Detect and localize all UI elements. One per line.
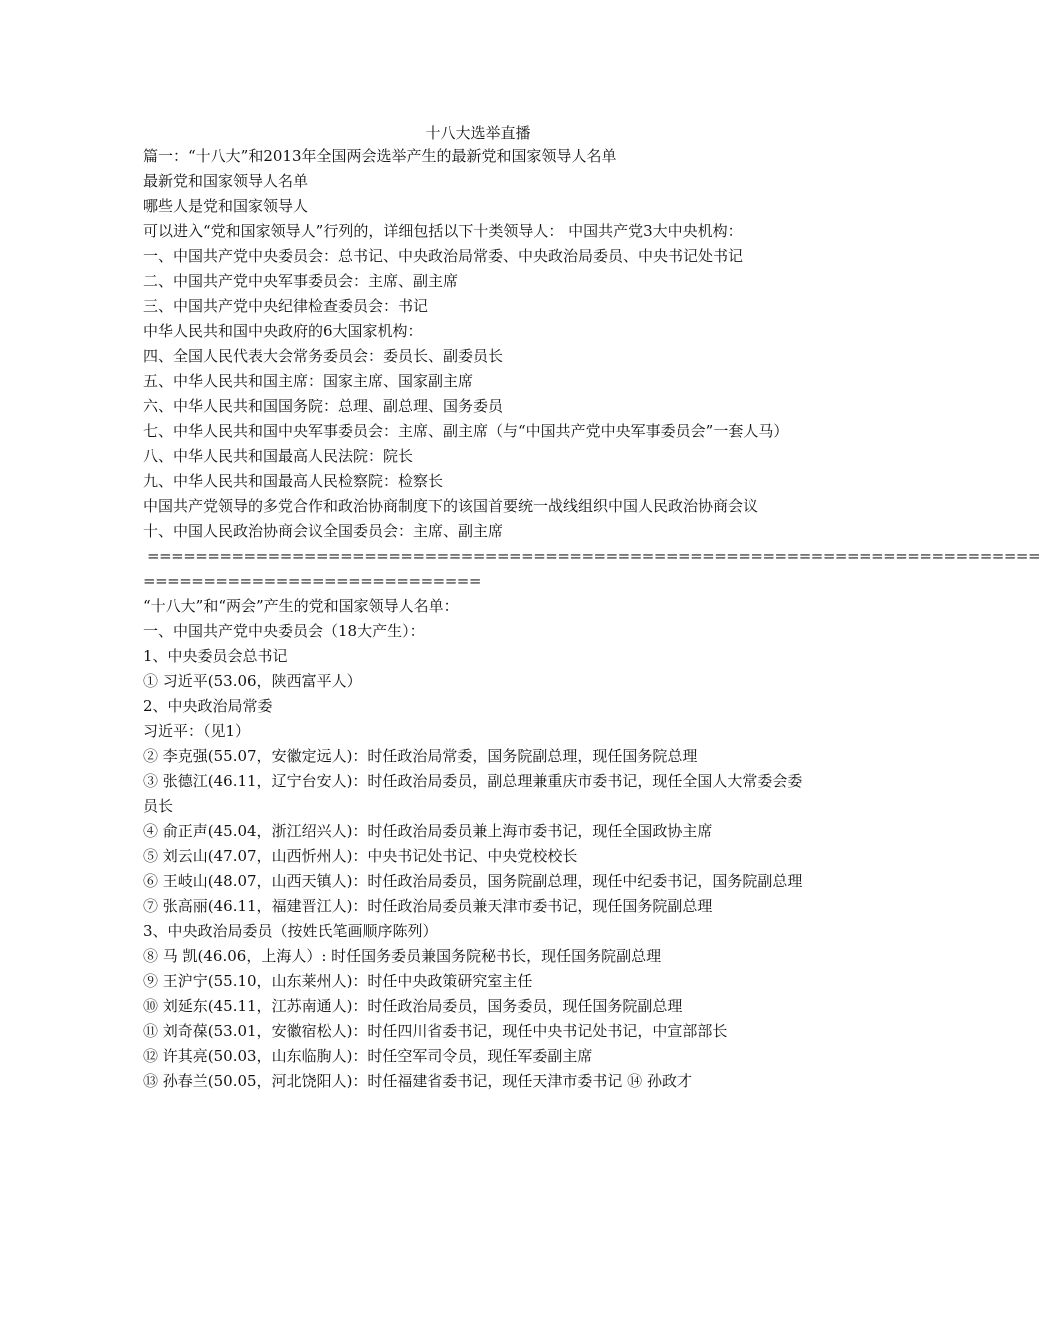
leader-entry: ⑤ 刘云山(47.07，山西忻州人)：中央书记处书记、中央党校校长	[143, 847, 578, 865]
document-title: 十八大选举直播	[425, 124, 531, 142]
leader-entry: ⑨ 王沪宁(55.10，山东莱州人)：时任中央政策研究室主任	[143, 972, 533, 990]
list-subheading: 1、中央委员会总书记	[143, 647, 288, 665]
leader-entry: ⑬ 孙春兰(50.05，河北饶阳人)：时任福建省委书记，现任天津市委书记 ⑭ 孙政才	[143, 1072, 692, 1090]
section-heading: 中华人民共和国中央政府的6大国家机构：	[143, 322, 423, 340]
category-item: 一、中国共产党中央委员会：总书记、中央政治局常委、中央政治局委员、中央书记处书记	[143, 247, 744, 265]
category-item: 七、中华人民共和国中央军事委员会：主席、副主席（与“中国共产党中央军事委员会”一套人马）	[143, 422, 789, 440]
intro-line: 哪些人是党和国家领导人	[143, 197, 309, 215]
intro-line: 最新党和国家领导人名单	[143, 172, 309, 190]
document-page	[143, 122, 1040, 1094]
list-subheading: 2、中央政治局常委	[143, 697, 273, 715]
category-item: 十、中国人民政治协商会议全国委员会：主席、副主席	[143, 522, 504, 540]
category-item: 八、中华人民共和国最高人民法院：院长	[143, 447, 414, 465]
leader-entry: ② 李克强(55.07，安徽定远人)：时任政治局常委，国务院副总理，现任国务院总理	[143, 747, 698, 765]
list-subheading: 3、中央政治局委员（按姓氏笔画顺序陈列）	[143, 922, 438, 940]
list-heading: 一、中国共产党中央委员会（18大产生）：	[143, 622, 425, 640]
leader-entry: ⑧ 马 凯(46.06，上海人）: 时任国务委员兼国务院秘书长，现任国务院副总理	[143, 947, 662, 965]
leader-entry: ⑩ 刘延东(45.11，江苏南通人)：时任政治局委员，国务委员，现任国务院副总理	[143, 997, 683, 1015]
category-item: 六、中华人民共和国国务院：总理、副总理、国务委员	[143, 397, 504, 415]
category-item: 二、中国共产党中央军事委员会：主席、副主席	[143, 272, 459, 290]
leader-entry: 习近平：（见1）	[143, 722, 251, 740]
leader-entry: ④ 俞正声(45.04，浙江绍兴人)：时任政治局委员兼上海市委书记，现任全国政协主席	[143, 822, 713, 840]
separator-rule: ============================	[143, 572, 481, 590]
category-item: 四、全国人民代表大会常务委员会：委员长、副委员长	[143, 347, 504, 365]
category-item: 五、中华人民共和国主席：国家主席、国家副主席	[143, 372, 474, 390]
category-item: 九、中华人民共和国最高人民检察院：检察长	[143, 472, 444, 490]
leader-entry: ③ 张德江(46.11，辽宁台安人)：时任政治局委员，副总理兼重庆市委书记，现任全国人大常委会委员长	[143, 772, 803, 815]
leader-entry: ⑦ 张高丽(46.11，福建晋江人)：时任政治局委员兼天津市委书记，现任国务院副总理	[143, 897, 713, 915]
list-heading: “十八大”和“两会”产生的党和国家领导人名单：	[143, 597, 459, 615]
leader-entry: ⑪ 刘奇葆(53.01，安徽宿松人)：时任四川省委书记，现任中央书记处书记，中宣部部长	[143, 1022, 728, 1040]
separator-rule: ==========================================================================	[147, 547, 1040, 565]
leader-entry: ⑥ 王岐山(48.07，山西天镇人)：时任政治局委员，国务院副总理，现任中纪委书记，国务院副总理	[143, 872, 803, 890]
intro-paragraph: 可以进入“党和国家领导人”行列的，详细包括以下十类领导人： 中国共产党3大中央机构：	[143, 222, 743, 240]
category-item: 三、中国共产党中央纪律检查委员会：书记	[143, 297, 429, 315]
intro-line: 篇一：“十八大”和2013年全国两会选举产生的最新党和国家领导人名单	[143, 147, 617, 165]
leader-entry: ① 习近平(53.06，陕西富平人）	[143, 672, 362, 690]
leader-entry: ⑫ 许其亮(50.03，山东临朐人)：时任空军司令员，现任军委副主席	[143, 1047, 593, 1065]
section-heading: 中国共产党领导的多党合作和政治协商制度下的该国首要统一战线组织中国人民政治协商会议	[143, 497, 759, 515]
